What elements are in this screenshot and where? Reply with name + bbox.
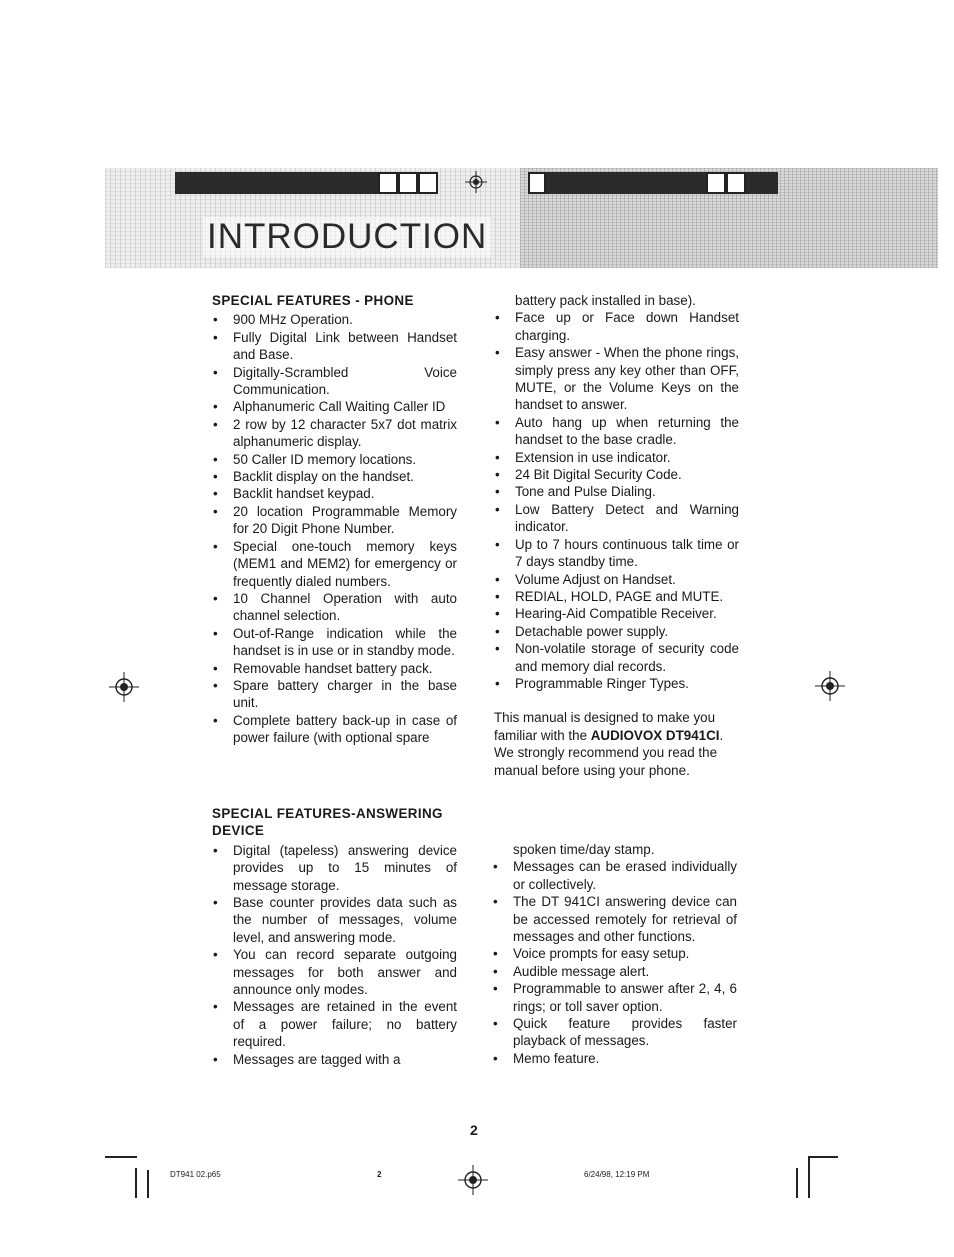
list-item: • Face up or Face down Handset charging.	[494, 309, 739, 344]
list-item: • Tone and Pulse Dialing.	[494, 483, 739, 500]
header-box	[418, 172, 438, 194]
list-item: • Base counter provides data such as the number of messages, volume level, and answering mode.	[212, 894, 457, 946]
list-item: • 20 location Programmable Memory for 20 Digit Phone Number.	[212, 503, 457, 538]
crop-mark	[796, 1168, 798, 1198]
list-item: • 10 Channel Operation with auto channel selection.	[212, 590, 457, 625]
list-item: • Voice prompts for easy setup.	[492, 945, 737, 962]
answering-features-list-left	[212, 842, 457, 1068]
registration-mark-icon	[815, 671, 845, 701]
list-item: • Backlit handset keypad.	[212, 485, 457, 502]
list-item: • Digitally-Scrambled Voice Communication.	[212, 364, 457, 399]
footer-page: 2	[377, 1170, 382, 1179]
product-name: AUDIOVOX DT941CI	[590, 727, 720, 743]
header-dark-band-left	[175, 172, 380, 194]
footer-timestamp: 6/24/98, 12:19 PM	[584, 1170, 650, 1179]
list-item: • Low Battery Detect and Warning indicator.	[494, 501, 739, 536]
answering-features-left-column	[212, 805, 457, 1068]
crop-mark	[135, 1168, 137, 1198]
list-item: • 2 row by 12 character 5x7 dot matrix alphanumeric display.	[212, 416, 457, 451]
phone-features-list-right	[494, 309, 739, 692]
answering-features-list-right	[492, 858, 737, 1067]
list-item: • Programmable to answer after 2, 4, 6 rings; or toll saver option.	[492, 980, 737, 1015]
list-item: • Easy answer - When the phone rings, simply press any key other than OFF, MUTE, or the Volume Keys on the handset to answer.	[494, 344, 739, 414]
crop-mark	[105, 1156, 137, 1158]
list-item: • Non-volatile storage of security code and memory dial records.	[494, 640, 739, 675]
crop-mark	[147, 1170, 149, 1198]
footer-filename: DT941 02.p65	[170, 1170, 221, 1179]
page-title: INTRODUCTION	[203, 217, 491, 257]
list-item-continuation: spoken time/day stamp.	[513, 842, 655, 857]
header-box	[378, 172, 398, 194]
list-item: • Extension in use indicator.	[494, 449, 739, 466]
list-item: • Backlit display on the handset.	[212, 468, 457, 485]
phone-features-heading: SPECIAL FEATURES - PHONE	[212, 293, 414, 308]
page-number: 2	[470, 1122, 478, 1138]
registration-mark-icon	[465, 171, 487, 193]
phone-features-left-column	[212, 292, 457, 747]
list-item-continuation: battery pack installed in base).	[515, 293, 696, 308]
header-box	[726, 172, 746, 194]
manual-note-text: . We strongly recommend you read the manual before using your phone.	[494, 727, 724, 778]
header-box	[398, 172, 418, 194]
list-item: • Programmable Ringer Types.	[494, 675, 739, 692]
manual-note-text: This manual is designed to make you familiar with the	[494, 710, 716, 743]
answering-features-right-column	[492, 841, 737, 1067]
list-item: • Alphanumeric Call Waiting Caller ID	[212, 398, 457, 415]
list-item: • Messages can be erased individually or collectively.	[492, 858, 737, 893]
list-item: • Removable handset battery pack.	[212, 660, 457, 677]
list-item: • 24 Bit Digital Security Code.	[494, 466, 739, 483]
list-item: • 900 MHz Operation.	[212, 311, 457, 328]
list-item: • Detachable power supply.	[494, 623, 739, 640]
header-dark-band-right-small	[746, 172, 778, 194]
list-item: • Hearing-Aid Compatible Receiver.	[494, 605, 739, 622]
list-item: • Complete battery back-up in case of power failure (with optional spare	[212, 712, 457, 747]
list-item: • Spare battery charger in the base unit.	[212, 677, 457, 712]
list-item: • Messages are tagged with a	[212, 1051, 457, 1068]
list-item: • Memo feature.	[492, 1050, 737, 1067]
registration-mark-icon	[109, 672, 139, 702]
answering-features-heading: SPECIAL FEATURES-ANSWERING DEVICE	[212, 806, 443, 839]
registration-mark-icon	[458, 1165, 488, 1195]
list-item: • The DT 941CI answering device can be accessed remotely for retrieval of messages and other functions.	[492, 893, 737, 945]
crop-mark	[808, 1156, 838, 1158]
phone-features-right-column	[494, 292, 739, 779]
list-item: • Volume Adjust on Handset.	[494, 571, 739, 588]
list-item: • Quick feature provides faster playback of messages.	[492, 1015, 737, 1050]
crop-mark	[808, 1156, 810, 1198]
list-item: • Messages are retained in the event of a power failure; no battery required.	[212, 998, 457, 1050]
header-box	[706, 172, 726, 194]
list-item: • Special one-touch memory keys (MEM1 and MEM2) for emergency or frequently dialed numbers.	[212, 538, 457, 590]
manual-note	[494, 709, 739, 779]
header-box	[528, 172, 546, 194]
list-item: • You can record separate outgoing messages for both answer and announce only modes.	[212, 946, 457, 998]
header-dark-band-right	[546, 172, 706, 194]
list-item: • Up to 7 hours continuous talk time or 7 days standby time.	[494, 536, 739, 571]
list-item: • 50 Caller ID memory locations.	[212, 451, 457, 468]
list-item: • Fully Digital Link between Handset and Base.	[212, 329, 457, 364]
phone-features-list-left	[212, 311, 457, 746]
list-item: • Out-of-Range indication while the handset is in use or in standby mode.	[212, 625, 457, 660]
list-item: • Digital (tapeless) answering device provides up to 15 minutes of message storage.	[212, 842, 457, 894]
list-item: • REDIAL, HOLD, PAGE and MUTE.	[494, 588, 739, 605]
list-item: • Audible message alert.	[492, 963, 737, 980]
list-item: • Auto hang up when returning the handset to the base cradle.	[494, 414, 739, 449]
